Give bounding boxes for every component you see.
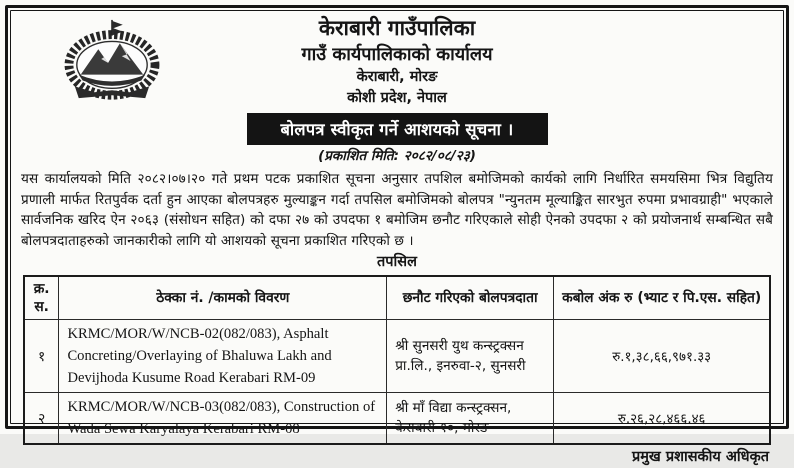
published-date: (प्रकाशित मिति: २०८२/०८/२३) (318, 148, 476, 164)
notice-title-banner: बोलपत्र स्वीकृत गर्ने आशयको सूचना । (247, 113, 548, 145)
cell-serial-number: २ (24, 393, 59, 445)
municipality-emblem-icon (53, 16, 171, 104)
letterhead (19, 14, 775, 109)
tender-table (23, 275, 771, 445)
cell-serial-number: १ (24, 320, 59, 393)
header-serial-number: क्र. स. (24, 276, 59, 320)
signature-title: प्रमुख प्रशासकीय अधिकृत (632, 449, 769, 465)
tender-table-body (24, 320, 770, 445)
province-line: कोशी प्रदेश, नेपाल (347, 90, 447, 106)
cell-contract-description: KRMC/MOR/W/NCB-02(082/083), Asphalt Concreting/Overlaying of Bhaluwa Lakh and Devijhoda Kusume Road Kerabari RM-09 (59, 320, 387, 393)
tapasil-heading: तपसिल (377, 254, 417, 270)
notice-body-paragraph: यस कार्यालयको मिति २०८२।०७।२० गते प्रथम पटक प्रकाशित सूचना अनुसार तपशिल बमोजिमको कार्यको लागि निर्धारित समयसिमा भित्र विद्युतिय प्रणाली मार्फत रितपुर्वक दर्ता हुन आएका बोलपत्रहरु मुल्याङ्कन गर्दा तपसिल बमोजिमको बोलपत्र "न्युनतम मूल्याङ्कित सारभुत रुपमा प्रभावग्राही" भएकाले सार्वजनिक खरिद ऐन २०६३ (संसोधन सहित) को दफा २७ को उपदफा १ बमोजिम छनौट गरिएकाले सोही ऐनको उपदफा २ को प्रयोजनार्थ सम्बन्धित सबै बोलपत्रदाताहरुको जानकारीको लागि यो आशयको सूचना प्रकाशित गरिएको छ । (21, 171, 773, 249)
header-quoted-amount: कबोल अंक रु (भ्याट र पि.एस. सहित) (554, 276, 771, 320)
office-name: गाउँ कार्यपालिकाको कार्यालय (301, 44, 493, 65)
cell-selected-bidder: श्री माँ विद्या कन्स्ट्रक्सन, केराबारी-१०, मोरङ (387, 393, 554, 445)
cell-quoted-amount: रु.१,३८,६६,९७१.३३ (554, 320, 771, 393)
cell-quoted-amount: रु.२६,२८,४६६.४६ (554, 393, 771, 445)
table-row (24, 393, 770, 445)
inner-border-frame (10, 10, 784, 465)
cell-selected-bidder: श्री सुनसरी युथ कन्स्ट्रक्सन प्रा.लि., इनरुवा-२, सुनसरी (387, 320, 554, 393)
header-selected-bidder: छनौट गरिएको बोलपत्रदाता (387, 276, 554, 320)
tender-table-head (24, 276, 770, 320)
outer-border-frame (5, 5, 789, 465)
table-header-row (24, 276, 770, 320)
header-contract-description: ठेक्का नं. /कामको विवरण (59, 276, 387, 320)
address-line: केराबारी, मोरङ (356, 69, 438, 85)
org-name: केराबारी गाउँपालिका (318, 16, 476, 40)
cell-contract-description: KRMC/MOR/W/NCB-03(082/083), Construction of Wada Sewa Karyalaya Kerabari RM-08 (59, 393, 387, 445)
table-row (24, 320, 770, 393)
